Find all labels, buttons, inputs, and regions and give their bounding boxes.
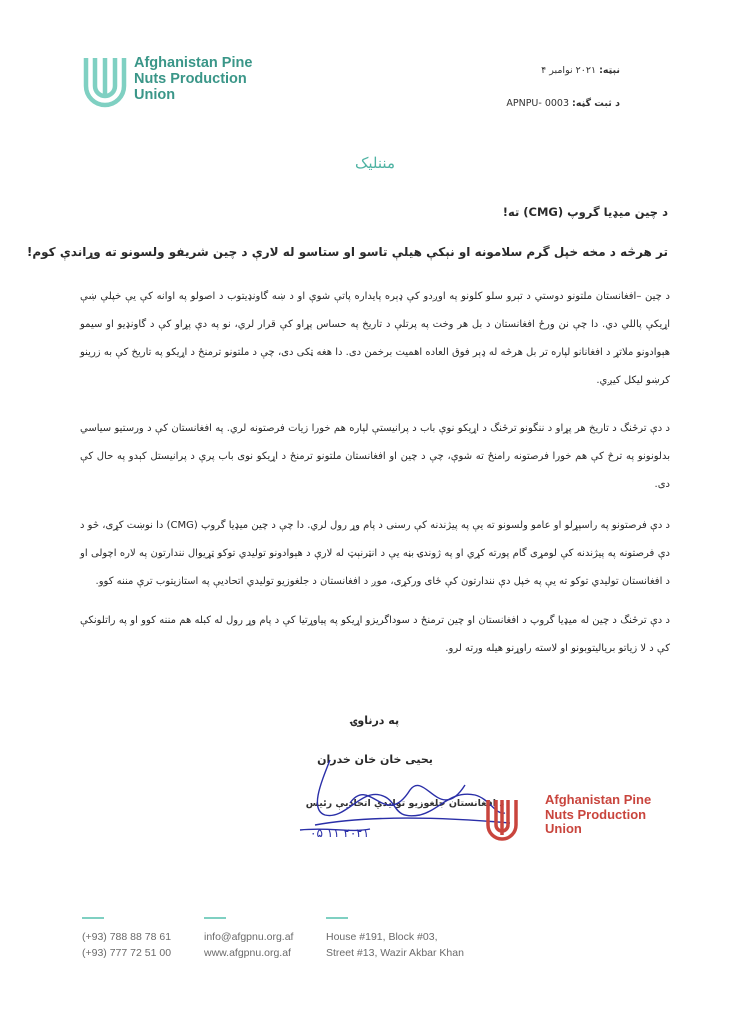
subject-line: تر هرڅه د مخه خپل گرم سلامونه او نېکې هیلې تاسو او ستاسو له لارې د چین شریفو ولسونو ته وړاندې کوم! — [26, 245, 668, 259]
footer-address — [326, 929, 464, 961]
closing: په درناوۍ — [350, 714, 400, 727]
phone-2: (+93) 777 72 51 00 — [82, 947, 172, 959]
logo-mark-icon — [82, 52, 128, 108]
signature-stamp-graphic — [290, 755, 580, 865]
salutation: د چین میډیا گروپ (CMG) ته! — [502, 205, 668, 219]
address-line-2: Street #13, Wazir Akbar Khan — [326, 947, 464, 959]
footer-web — [204, 929, 293, 961]
footer-divider-3 — [326, 917, 348, 919]
letter-heading: مننلیک — [354, 154, 395, 172]
footer-divider-1 — [82, 917, 104, 919]
footer-divider-2 — [204, 917, 226, 919]
footer-phones — [82, 929, 171, 961]
registration-value: APNPU- 0003 — [506, 98, 569, 109]
website-link[interactable]: www.afgpnu.org.af — [204, 947, 291, 959]
date-label: نېټه: — [599, 65, 620, 76]
stamp-text: Afghanistan Pine Nuts Production Union — [545, 792, 652, 836]
signature-icon — [300, 760, 510, 830]
signature-date: ۰۵ ۱۱ ۲۰۲۱ — [310, 826, 370, 840]
signer-title: د افغانستان جلغوزیو تولیدي اتحادیې رئیس — [305, 798, 505, 809]
paragraph-3: د دې فرصتونو په راسپړلو او عامو ولسونو ته یې په پیژندنه کې رسنی د پام وړ رول لري. دا چې د چین میډیا گروپ (CMG) دا نوښت کړی، څو د دې فرصتونه په پیژندنه کې لومړی گام پورته کړي او په ژوندۍ بڼه یې د انټرنېټ له لارې د هېوادونو تولیدي توکو ټړیوال نندارتون په لاره اچولی او د افغانستان تولیدي توکو ته یې په خپل دې نندارتون کې ځای ورکړی، موږ د افغانستان د جلغوزیو تولیدي اتحادیې په استازیتوب ترې مننه کوو. — [80, 520, 670, 587]
registration-line — [506, 87, 620, 120]
paragraph-2: د دې ترڅنگ د تاریخ هر پړاو د ننگونو ترڅنگ د اړیکو نوې باب د پرانیستې لپاره هم خورا زیات فرصتونه لري. په افغانستان کې د ورستیو سیاسي بدلونونو په ترڅ کې هم خورا فرصتونه رامنځ ته شوې، چې د چین او افغانستان ملتونو ترمنځ د اړیکو نوی باب پرې د پرانیستل کېدو په حال کې دی. — [80, 423, 670, 490]
paragraph-1: د چین –افغانستان ملتونو دوستي د تېرو سلو کلونو په اوږدو کې ډېره پایداره پاتې شوې او د ښه گاونډیتوب د اصولو په اوانه کې یې خپلې ښې اړیکې پاللي دي. دا چې نن ورځ افغانستان د بل هر وخت په پرتلې د تاریخ په حساس پړاو کې قرار لري، نو په دې پړاو کې د گاونډیو او سیمو هېوادونو ملاتړ د افغانانو لپاره تر بل هرڅه له ډېر فوق العاده اهمیت برخمن دی. دا هغه ټکی دی، چې د ملتونو ترمنځ د اړیکو په تاریخ کې به زرینو کرښو لیکل کیږي. — [80, 291, 670, 386]
email-link[interactable]: info@afgpnu.org.af — [204, 931, 294, 943]
letter-meta — [506, 54, 620, 120]
date-value: ۲۰۲۱ نوامبر ۴ — [541, 65, 597, 76]
date-line — [506, 54, 620, 87]
union-logo — [82, 52, 272, 108]
address-line-1: House #191, Block #03, — [326, 931, 438, 943]
registration-label: د ثبت گڼه: — [572, 98, 620, 109]
logo-text: Afghanistan Pine Nuts Production Union — [134, 55, 253, 103]
signer-name: یحیی خان خان خدران — [317, 753, 433, 766]
phone-1: (+93) 788 88 78 61 — [82, 931, 172, 943]
paragraph-4: د دې ترڅنگ د چین له میډیا گروپ د افغانستان او چین ترمنځ د سوداگریزو اړیکو په پیاوړتیا کې د پام وړ رول له کبله هم مننه کوو او په راتلونکې کې د لا زیاتو بریالیتوبونو او لاسته راوړنو هیله ورته لرو. — [80, 615, 670, 654]
